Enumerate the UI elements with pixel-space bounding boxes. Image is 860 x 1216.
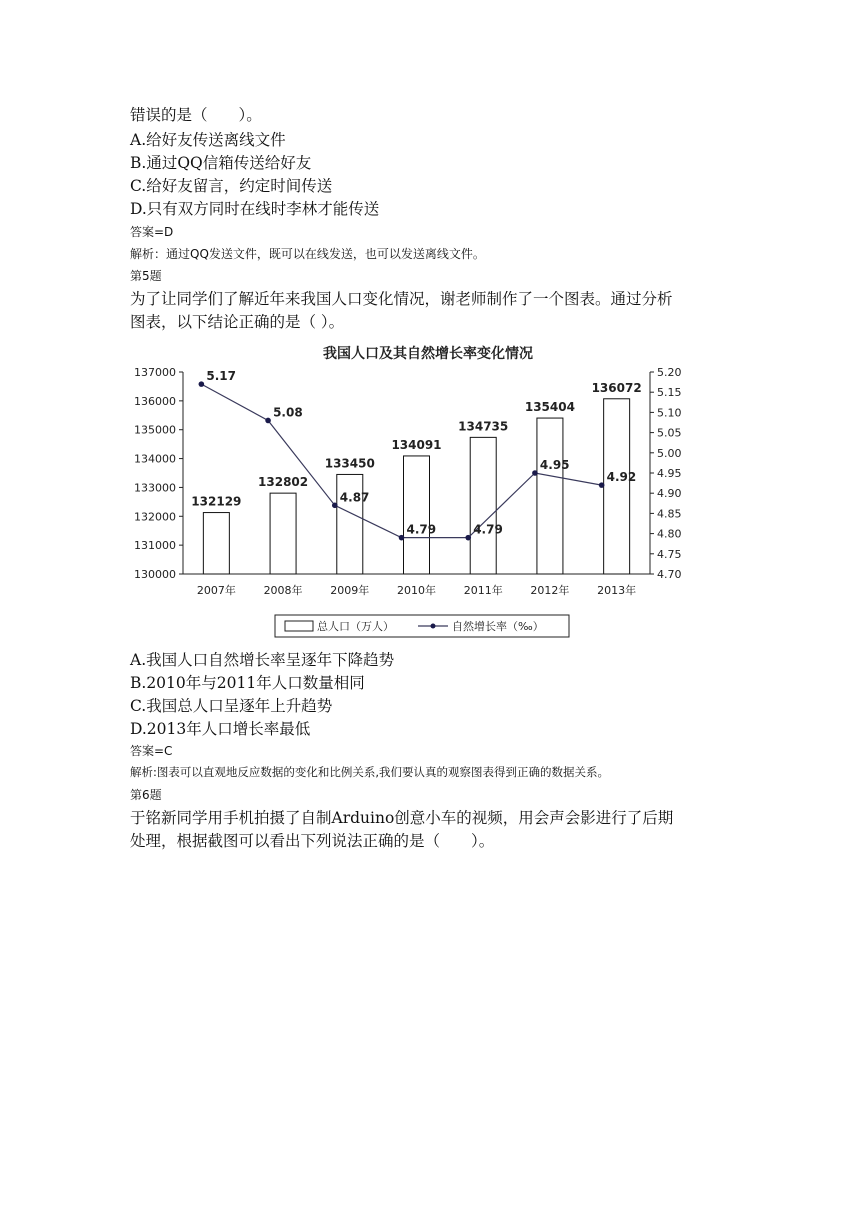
population-bar-label: 132129 bbox=[191, 494, 242, 509]
right-tick-label: 5.05 bbox=[657, 426, 682, 440]
left-tick-label: 135000 bbox=[134, 423, 176, 437]
population-chart bbox=[128, 336, 688, 642]
q6-stem-line1: 于铭新同学用手机拍摄了自制Arduino创意小车的视频，用会声会影进行了后期 bbox=[130, 809, 674, 827]
growth-rate-label: 5.17 bbox=[206, 369, 236, 384]
right-tick-label: 5.20 bbox=[657, 366, 682, 379]
right-axis-ticks bbox=[650, 366, 682, 581]
left-tick-label: 134000 bbox=[134, 452, 176, 466]
population-bar-label: 136072 bbox=[591, 380, 642, 395]
q6-stem-line2: 处理，根据截图可以看出下列说法正确的是（ ）。 bbox=[130, 832, 495, 850]
right-tick-label: 4.75 bbox=[657, 547, 682, 561]
q5-analysis: 解析:图表可以直观地反应数据的变化和比例关系,我们要认真的观察图表得到正确的数据关系。 bbox=[130, 765, 610, 779]
q5-stem-line1: 为了让同学们了解近年来我国人口变化情况，谢老师制作了一个图表。通过分析 bbox=[130, 290, 673, 308]
q4-option-b: B.通过QQ信箱传送给好友 bbox=[130, 154, 312, 172]
left-tick-label: 130000 bbox=[134, 568, 176, 581]
legend-line-marker bbox=[431, 624, 436, 629]
growth-rate-point bbox=[532, 470, 538, 476]
population-bar bbox=[537, 418, 563, 574]
q4-option-c: C.给好友留言，约定时间传送 bbox=[130, 177, 333, 195]
right-tick-label: 5.00 bbox=[657, 446, 682, 460]
growth-rate-label: 4.79 bbox=[473, 522, 503, 537]
right-tick-label: 4.85 bbox=[657, 507, 682, 521]
right-tick-label: 4.70 bbox=[657, 568, 682, 581]
q4-answer: 答案=D bbox=[130, 225, 174, 239]
left-tick-label: 132000 bbox=[134, 510, 176, 524]
growth-rate-label: 4.87 bbox=[339, 490, 370, 505]
growth-rate-point bbox=[332, 503, 338, 509]
x-tick-label: 2007年 bbox=[196, 584, 236, 597]
q4-option-a: A.给好友传送离线文件 bbox=[130, 131, 286, 149]
q4-analysis: 解析：通过QQ发送文件，既可以在线发送，也可以发送离线文件。 bbox=[130, 247, 485, 261]
right-tick-label: 5.15 bbox=[657, 386, 682, 400]
population-bar-label: 134735 bbox=[458, 419, 509, 434]
growth-rate-label: 4.95 bbox=[539, 458, 570, 472]
left-tick-label: 136000 bbox=[134, 394, 176, 408]
left-axis-ticks bbox=[134, 366, 183, 581]
x-tick-label: 2009年 bbox=[330, 584, 370, 597]
growth-rate-label: 4.92 bbox=[606, 470, 637, 485]
chart-title: 我国人口及其自然增长率变化情况 bbox=[323, 346, 533, 362]
population-bar-label: 132802 bbox=[258, 475, 309, 490]
population-bar bbox=[404, 456, 430, 574]
legend-bar-swatch bbox=[285, 621, 313, 631]
chart-legend bbox=[275, 615, 569, 637]
population-bar bbox=[270, 493, 296, 574]
q4-option-d: D.只有双方同时在线时李林才能传送 bbox=[130, 200, 380, 218]
q5-stem-line2: 图表，以下结论正确的是（ ）。 bbox=[130, 313, 345, 331]
x-axis-labels bbox=[197, 583, 636, 597]
growth-rate-point bbox=[199, 381, 205, 387]
x-tick-label: 2012年 bbox=[530, 584, 570, 597]
q5-answer: 答案=C bbox=[130, 744, 173, 758]
population-bar-label: 135404 bbox=[524, 400, 575, 415]
population-bar bbox=[470, 437, 496, 574]
q5-option-b: B.2010年与2011年人口数量相同 bbox=[130, 674, 365, 692]
q5-number: 第5题 bbox=[130, 269, 162, 283]
population-bar-label: 134091 bbox=[391, 437, 442, 452]
x-tick-label: 2013年 bbox=[597, 584, 637, 597]
x-tick-label: 2011年 bbox=[463, 584, 503, 597]
growth-rate-point bbox=[465, 535, 471, 541]
population-bar bbox=[604, 399, 630, 574]
right-tick-label: 5.10 bbox=[657, 406, 682, 420]
x-tick-label: 2010年 bbox=[397, 584, 436, 597]
left-tick-label: 133000 bbox=[134, 481, 176, 495]
legend-line-label: 自然增长率（‰） bbox=[452, 620, 544, 633]
growth-rate-point bbox=[265, 418, 271, 424]
q5-option-c: C.我国总人口呈逐年上升趋势 bbox=[130, 697, 333, 715]
x-tick-label: 2008年 bbox=[263, 584, 303, 597]
q4-stem-tail: 错误的是（ ）。 bbox=[130, 106, 262, 124]
q5-option-a: A.我国人口自然增长率呈逐年下降趋势 bbox=[130, 651, 395, 669]
population-bar-label: 133450 bbox=[324, 456, 375, 471]
right-tick-label: 4.95 bbox=[657, 467, 682, 480]
growth-rate-point bbox=[599, 482, 605, 488]
growth-rate-point bbox=[399, 535, 405, 541]
right-tick-label: 4.90 bbox=[657, 487, 682, 501]
growth-rate-label: 5.08 bbox=[273, 405, 303, 420]
growth-rate-label: 4.79 bbox=[406, 522, 437, 537]
left-tick-label: 137000 bbox=[134, 366, 176, 379]
left-tick-label: 131000 bbox=[134, 539, 176, 553]
population-bar bbox=[203, 513, 229, 574]
right-tick-label: 4.80 bbox=[657, 527, 682, 541]
legend-bar-label: 总人口（万人） bbox=[317, 620, 394, 633]
q5-option-d: D.2013年人口增长率最低 bbox=[130, 720, 311, 738]
q6-number: 第6题 bbox=[130, 788, 162, 802]
